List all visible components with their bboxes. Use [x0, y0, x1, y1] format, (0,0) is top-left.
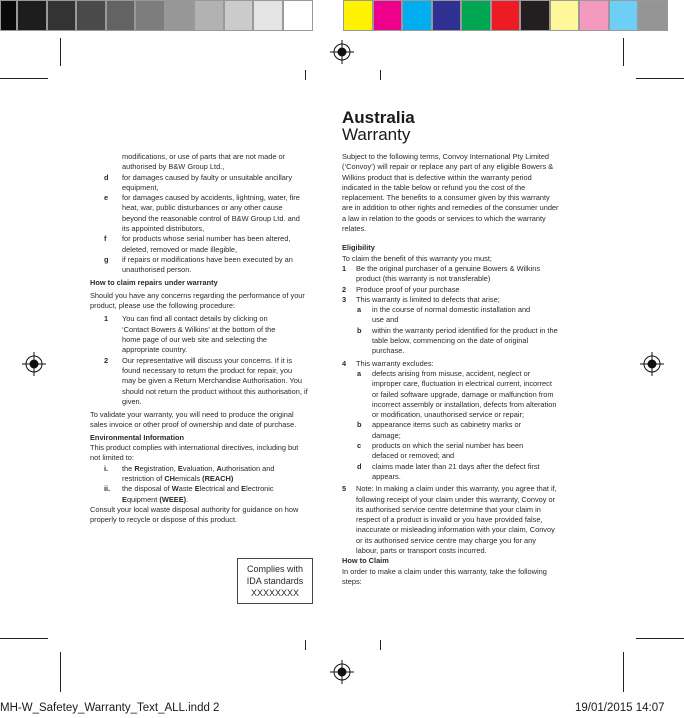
crop-mark	[60, 652, 61, 692]
sub-list-item	[342, 369, 560, 420]
gray-swatch	[0, 0, 17, 31]
color-swatch	[550, 0, 579, 31]
gray-swatch	[165, 0, 194, 31]
color-swatch	[461, 0, 491, 31]
list-item	[342, 359, 560, 369]
color-swatch	[491, 0, 520, 31]
list-item	[342, 264, 560, 285]
color-swatch	[343, 0, 373, 31]
paragraph: Should you have any concerns regarding the performance of your product, please use the following procedure:	[90, 290, 305, 311]
compliance-box	[237, 558, 313, 604]
fold-mark	[305, 640, 306, 650]
list-item	[90, 356, 308, 407]
page-subtitle: Warranty	[342, 125, 411, 144]
list-marker: 3	[342, 294, 347, 304]
section-heading: Environmental Information	[90, 432, 185, 442]
list-text: Note: In making a claim under this warranty, you agree that if, following receipt of your claim under this warranty, Convoy or its authorised service centre determine that your claim in respect of a product is invalid or you have provided false, inaccurate or misleading information with your claim, Convoy or its authorised service centre may charge you for any labour, parts or transport costs incurred.	[356, 484, 557, 555]
list-marker: b	[357, 420, 362, 430]
sub-list-item	[342, 441, 560, 462]
list-text: This warranty excludes:	[356, 358, 434, 368]
list-marker: d	[104, 172, 109, 182]
list-marker: i.	[104, 463, 109, 473]
compliance-code: XXXXXXXX	[250, 588, 300, 598]
footer-timestamp: 19/01/2015 14:07	[575, 702, 665, 714]
sub-list-item	[342, 326, 560, 357]
list-text: the disposal of Waste Electrical and Electronic Equipment (WEEE).	[122, 484, 274, 504]
fold-mark	[380, 640, 381, 650]
list-item	[342, 295, 560, 305]
registration-mark-icon	[330, 660, 354, 684]
paragraph: To claim the benefit of this warranty you must;	[342, 253, 492, 263]
list-marker: 2	[342, 284, 347, 294]
list-text: Our representative will discuss your concerns. If it is found necessary to return the product for repair, you may be given a Return Merchandise Authorisation. You should not return the product without this authorisation, if given.	[122, 355, 308, 406]
continued-text: modifications, or use of parts that are not made or authorised by B&W Group Ltd.,	[122, 152, 286, 172]
section-heading: How to Claim	[342, 556, 389, 566]
list-marker: ii.	[104, 484, 111, 494]
list-item	[90, 484, 308, 505]
list-text: defects arising from misuse, accident, neglect or improper care, fluctuation in electrical current, incorrect or failed software upgrade, damage or malfunction from incorrect assembly or installation, defects from alteration or modification, unauthorised service or repair;	[372, 368, 557, 420]
gray-swatch	[17, 0, 47, 31]
crop-mark	[623, 652, 624, 692]
list-marker: a	[357, 305, 362, 315]
list-text: the Registration, Evaluation, Authorisation and restriction of CHemicals (REACH)	[122, 463, 275, 483]
list-marker: 2	[104, 355, 109, 365]
list-marker: 1	[104, 314, 109, 324]
list-item	[90, 255, 308, 276]
color-swatch	[638, 0, 668, 31]
section-heading: How to claim repairs under warranty	[90, 277, 218, 287]
list-text: Produce proof of your purchase	[356, 284, 460, 294]
list-item	[90, 314, 308, 355]
registration-mark-icon	[22, 352, 46, 376]
list-text: within the warranty period identified for the product in the table below, commencing on the date of original purchase.	[372, 325, 558, 356]
gray-swatch	[194, 0, 224, 31]
gray-swatch	[135, 0, 165, 31]
color-swatch	[520, 0, 550, 31]
list-item	[90, 173, 308, 194]
section-heading: Eligibility	[342, 243, 375, 253]
paragraph: In order to make a claim under this warranty, take the following steps:	[342, 566, 547, 586]
compliance-line: Complies with	[246, 564, 304, 574]
list-item	[90, 464, 308, 485]
crop-mark	[0, 78, 48, 79]
gray-swatch	[283, 0, 313, 31]
fold-mark	[380, 70, 381, 80]
left-column	[90, 152, 308, 525]
list-text: for damages caused by faulty or unsuitable ancillary equipment,	[122, 172, 293, 192]
right-column	[342, 152, 560, 587]
list-text: products on which the serial number has been defaced or removed; and	[372, 441, 524, 461]
footer-filename: MH-W_Safetey_Warranty_Text_ALL.indd 2	[0, 702, 220, 714]
list-text: in the course of normal domestic installation and use and	[372, 305, 531, 325]
list-marker: a	[357, 368, 362, 378]
paragraph: Subject to the following terms, Convoy International Pty Limited (‘Convoy’) will repair or replace any part of any eligible Bowers & Wilkins product that is defective within the warranty period indicated in the table below or refund you the cost of the replacement. The benefits to a consumer given by this warranty are in addition to other rights and remedies of the consumer under a law in relation to the goods or services to which the warranty relates.	[342, 152, 559, 234]
crop-mark	[0, 638, 48, 639]
list-text: You can find all contact details by clicking on ‘Contact Bowers & Wilkins’ at the bottom of the home page of our web site and selecting the appropriate country.	[122, 314, 276, 355]
color-swatch	[432, 0, 461, 31]
sub-list-item	[342, 462, 560, 483]
list-text: Be the original purchaser of a genuine Bowers & Wilkins product (this warranty is not transferable)	[356, 263, 541, 284]
crop-mark	[623, 38, 624, 66]
registration-mark-icon	[330, 40, 354, 64]
page-title: Australia	[342, 108, 415, 127]
color-bar	[0, 0, 684, 31]
paragraph: Consult your local waste disposal authority for guidance on how properly to recycle or dispose of this product.	[90, 504, 299, 525]
sub-list-item	[342, 420, 560, 441]
color-swatch	[609, 0, 638, 31]
color-swatch	[373, 0, 402, 31]
crop-mark	[636, 78, 684, 79]
compliance-line: IDA standards	[246, 576, 304, 586]
list-marker: 4	[342, 358, 347, 368]
crop-mark	[636, 638, 684, 639]
list-text: if repairs or modifications have been executed by an unauthorised person.	[122, 254, 293, 275]
gray-swatch	[106, 0, 135, 31]
fold-mark	[305, 70, 306, 80]
list-item	[342, 484, 560, 556]
gray-swatch	[224, 0, 253, 31]
paragraph: To validate your warranty, you will need to produce the original sales invoice or other proof of ownership and date of purchase.	[90, 410, 297, 430]
sub-list-item	[342, 305, 560, 326]
list-marker: e	[104, 193, 109, 203]
list-text: for products whose serial number has been altered, deleted, removed or made illegible,	[122, 234, 291, 254]
list-marker: 1	[342, 263, 347, 273]
color-swatch	[402, 0, 432, 31]
list-item	[90, 234, 308, 255]
registration-mark-icon	[640, 352, 664, 376]
gray-swatch	[76, 0, 106, 31]
list-marker: c	[357, 441, 362, 451]
list-text: claims made later than 21 days after the defect first appears.	[372, 461, 540, 481]
list-item	[342, 285, 560, 295]
list-marker: 5	[342, 484, 347, 494]
color-swatch	[579, 0, 609, 31]
list-item	[90, 193, 308, 234]
list-text: This warranty is limited to defects that arise;	[356, 294, 500, 304]
gray-swatch	[253, 0, 283, 31]
list-marker: f	[104, 234, 107, 244]
list-marker: g	[104, 254, 109, 264]
gray-swatch	[47, 0, 76, 31]
list-marker: b	[357, 325, 362, 335]
list-text: for damages caused by accidents, lightning, water, fire heat, war, public disturbances or any other cause beyond the reasonable control of B&W Group Ltd. and its appointed distributors,	[122, 193, 300, 234]
paragraph: This product complies with international directives, including but not limited to:	[90, 443, 299, 463]
crop-mark	[60, 38, 61, 66]
list-marker: d	[357, 461, 362, 471]
list-text: appearance items such as cabinetry marks or damage;	[372, 420, 522, 440]
